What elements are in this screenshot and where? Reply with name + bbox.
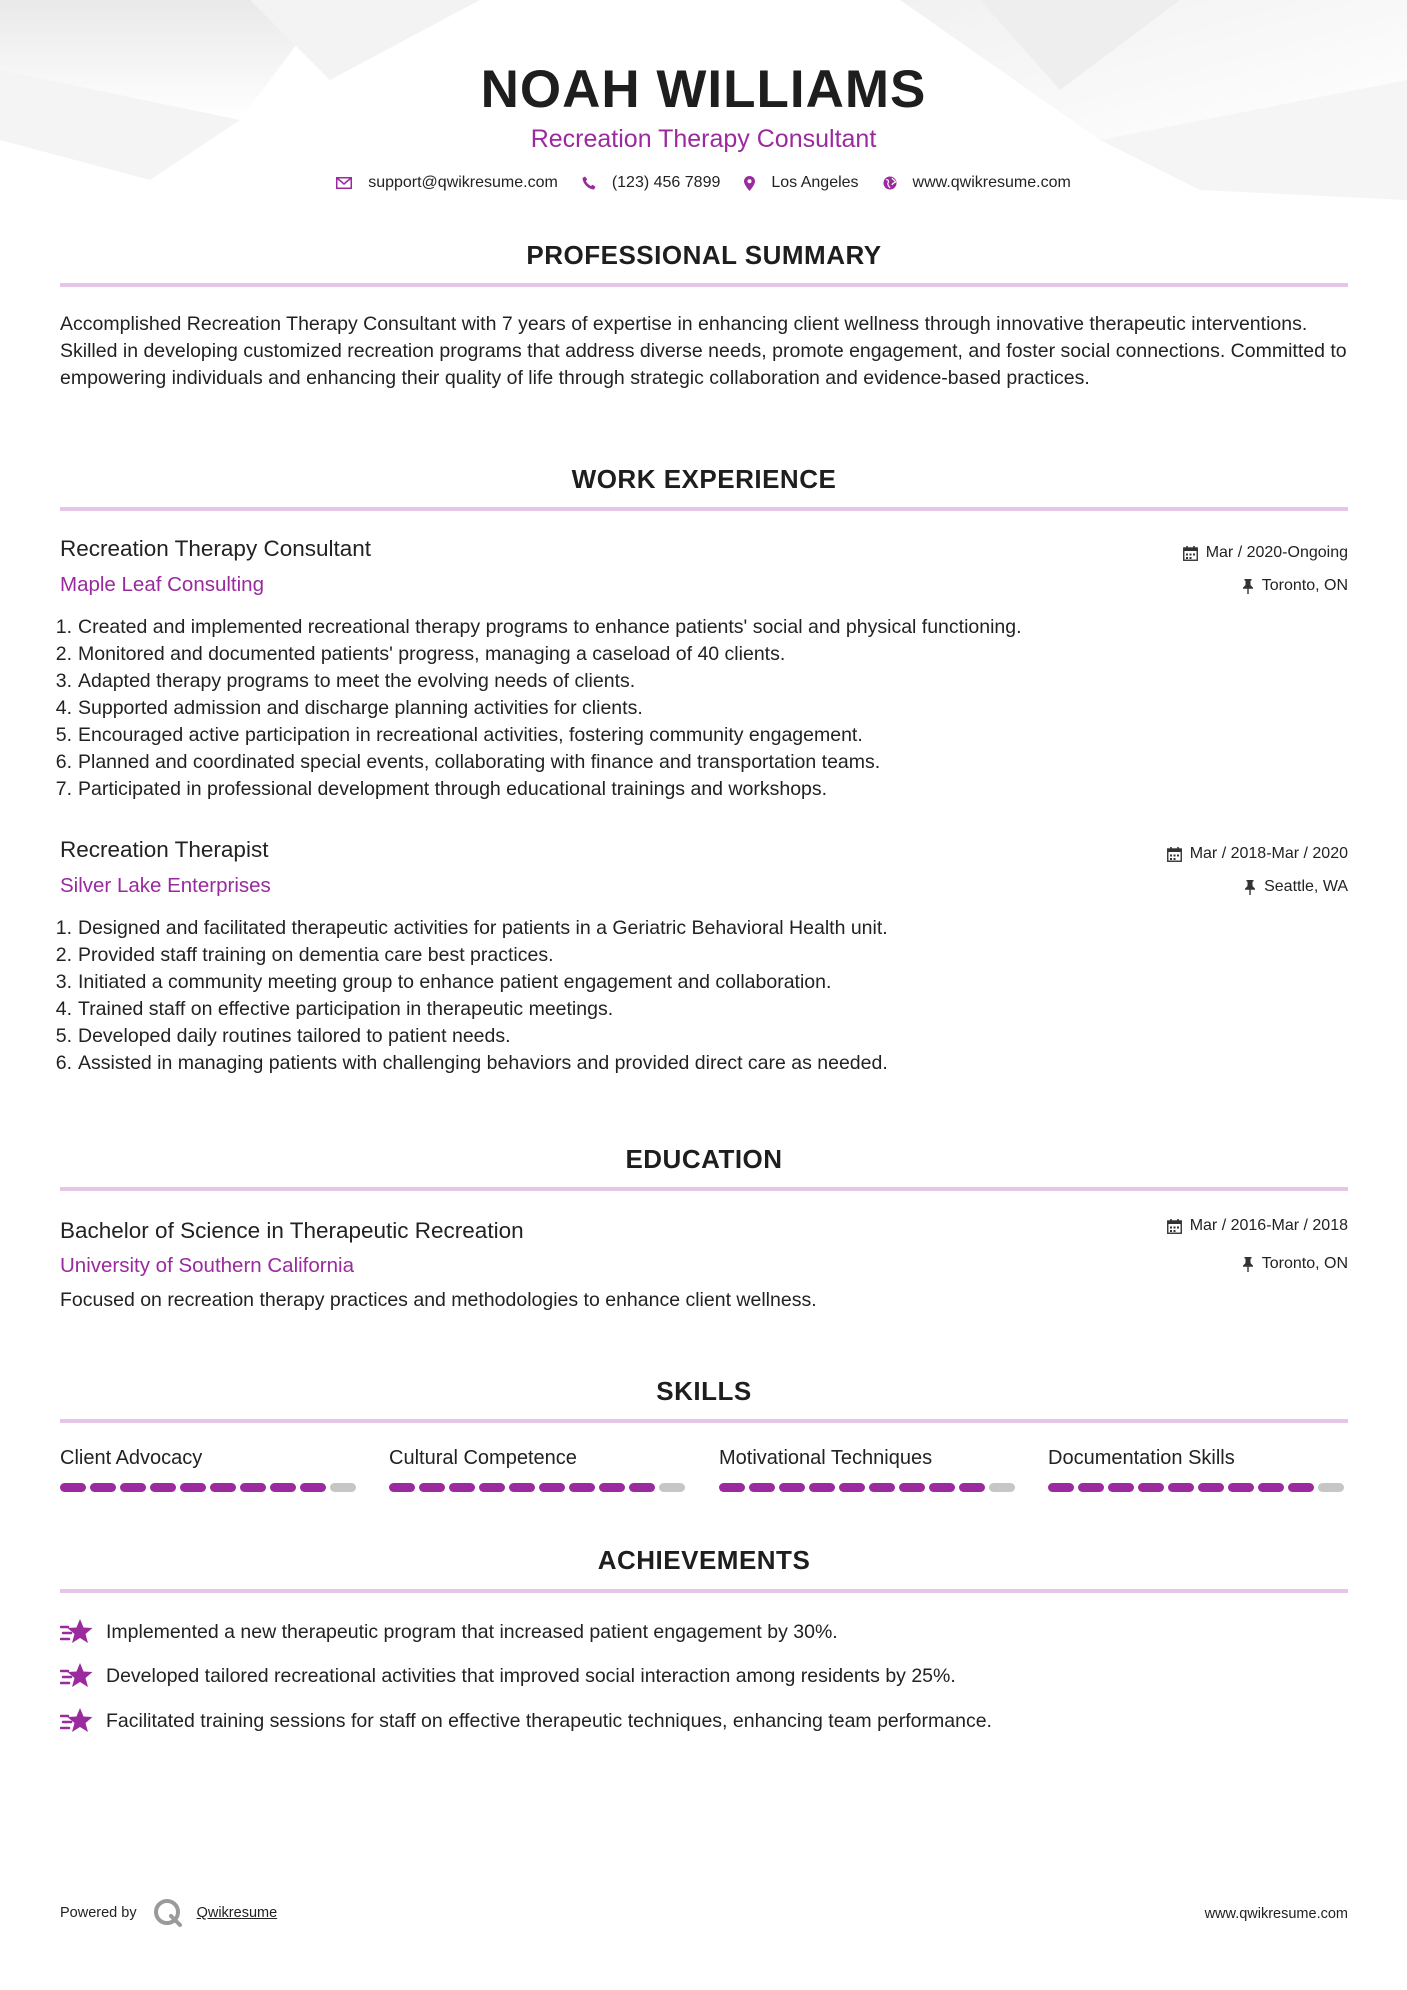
skill-segment-filled xyxy=(389,1483,415,1492)
skill-segment-filled xyxy=(1288,1483,1314,1492)
skill-segment-filled xyxy=(1228,1483,1254,1492)
achievement-text: Facilitated training sessions for staff on effective therapeutic techniques, enhancing team performance. xyxy=(106,1709,992,1732)
shooting-star-icon xyxy=(60,1707,94,1735)
skill-segment-filled xyxy=(240,1483,266,1492)
education-dates xyxy=(1167,1217,1348,1235)
skill-segment-filled xyxy=(1108,1483,1134,1492)
contact-email[interactable] xyxy=(336,174,558,192)
list-item: 4. Trained staff on effective participation in therapeutic meetings. xyxy=(52,996,1332,1023)
skill-segment-filled xyxy=(929,1483,955,1492)
education-heading: EDUCATION xyxy=(625,1144,783,1174)
skill-segment-filled xyxy=(809,1483,835,1492)
map-pin-icon xyxy=(744,176,755,191)
location-text: Los Angeles xyxy=(771,174,859,191)
company-name: Maple Leaf Consulting xyxy=(60,573,264,596)
list-item: 7. Participated in professional development through educational trainings and workshops. xyxy=(52,776,1332,803)
calendar-icon xyxy=(1167,847,1182,862)
summary-text: Accomplished Recreation Therapy Consultant with 7 years of expertise in enhancing client wellness through innovative therapeutic interventions. Skilled in developing customized recreation programs that address diverse needs, promote engagement, and foster social connections. Committed to empowering individuals and enhancing their quality of life through strategic collaboration and evidence-based practices. xyxy=(60,313,1347,389)
location-text: Toronto, ON xyxy=(1261,1255,1348,1272)
summary-heading: PROFESSIONAL SUMMARY xyxy=(526,240,882,270)
skill-item xyxy=(1048,1447,1348,1492)
candidate-title: Recreation Therapy Consultant xyxy=(530,125,877,153)
list-item: 5. Developed daily routines tailored to patient needs. xyxy=(52,1023,1332,1050)
experience-divider xyxy=(60,507,1348,511)
skill-segment-filled xyxy=(719,1483,745,1492)
job-location xyxy=(1242,577,1348,595)
skill-segment-filled xyxy=(779,1483,805,1492)
degree-title: Bachelor of Science in Therapeutic Recreation xyxy=(60,1218,524,1243)
dates-text: Mar / 2020-Ongoing xyxy=(1205,544,1348,561)
skills-divider xyxy=(60,1419,1348,1423)
list-item: 2. Provided staff training on dementia care best practices. xyxy=(52,942,1332,969)
skill-segment-empty xyxy=(659,1483,685,1492)
summary-divider xyxy=(60,283,1348,287)
company-name: Silver Lake Enterprises xyxy=(60,874,271,897)
duty-text: Monitored and documented patients' progress, managing a caseload of 40 clients. xyxy=(78,643,786,665)
qwikresume-link[interactable]: Qwikresume xyxy=(196,1905,278,1921)
job-duties-list xyxy=(52,614,1332,803)
phone-text: (123) 456 7899 xyxy=(611,174,721,191)
skill-segment-filled xyxy=(419,1483,445,1492)
location-text: Seattle, WA xyxy=(1264,878,1348,895)
achievements-divider xyxy=(60,1589,1348,1593)
achievement-text: Implemented a new therapeutic program that increased patient engagement by 30%. xyxy=(106,1620,838,1643)
dates-text: Mar / 2018-Mar / 2020 xyxy=(1189,845,1348,862)
experience-heading: WORK EXPERIENCE xyxy=(571,464,837,494)
skill-name: Cultural Competence xyxy=(389,1447,577,1469)
skill-segment-filled xyxy=(1258,1483,1284,1492)
duty-text: Encouraged active participation in recreational activities, fostering community engagement. xyxy=(78,724,863,746)
email-text: support@qwikresume.com xyxy=(368,174,558,191)
skill-segment-filled xyxy=(449,1483,475,1492)
contact-bar xyxy=(0,174,1407,192)
achievement-text: Developed tailored recreational activities that improved social interaction among residents by 25%. xyxy=(106,1664,956,1687)
contact-location xyxy=(744,174,858,192)
duty-text: Provided staff training on dementia care best practices. xyxy=(78,944,554,966)
list-item: 4. Supported admission and discharge planning activities for clients. xyxy=(52,695,1332,722)
list-item: 1. Created and implemented recreational therapy programs to enhance patients' social and physical functioning. xyxy=(52,614,1332,641)
skill-name: Documentation Skills xyxy=(1048,1447,1235,1469)
skill-level-bar xyxy=(1048,1483,1348,1492)
duty-text: Designed and facilitated therapeutic activities for patients in a Geriatric Behavioral Health unit. xyxy=(78,917,888,939)
skill-segment-empty xyxy=(1318,1483,1344,1492)
skill-segment-filled xyxy=(180,1483,206,1492)
achievement-item xyxy=(60,1618,838,1646)
skill-segment-filled xyxy=(479,1483,505,1492)
skill-segment-filled xyxy=(839,1483,865,1492)
skill-name: Client Advocacy xyxy=(60,1447,203,1469)
education-location xyxy=(1242,1255,1348,1273)
skill-segment-filled xyxy=(1048,1483,1074,1492)
phone-icon xyxy=(582,176,596,190)
skills-heading: SKILLS xyxy=(656,1376,752,1406)
list-item: 3. Adapted therapy programs to meet the evolving needs of clients. xyxy=(52,668,1332,695)
footer-website[interactable]: www.qwikresume.com xyxy=(1204,1906,1348,1922)
duty-text: Trained staff on effective participation in therapeutic meetings. xyxy=(78,998,614,1020)
achievements-heading: ACHIEVEMENTS xyxy=(597,1545,811,1575)
achievement-item xyxy=(60,1662,956,1690)
list-item: 1. Designed and facilitated therapeutic activities for patients in a Geriatric Behavioral Health unit. xyxy=(52,915,1332,942)
globe-icon xyxy=(883,176,897,190)
duty-text: Participated in professional development through educational trainings and workshops. xyxy=(78,778,828,800)
duty-text: Assisted in managing patients with challenging behaviors and provided direct care as needed. xyxy=(78,1052,888,1074)
skill-segment-filled xyxy=(1168,1483,1194,1492)
skill-segment-filled xyxy=(899,1483,925,1492)
skill-segment-filled xyxy=(599,1483,625,1492)
skill-segment-empty xyxy=(330,1483,356,1492)
job-title: Recreation Therapist xyxy=(60,837,269,862)
website-text: www.qwikresume.com xyxy=(912,174,1071,191)
shooting-star-icon xyxy=(60,1662,94,1690)
pushpin-icon xyxy=(1242,579,1254,594)
school-name: University of Southern California xyxy=(60,1254,354,1277)
duty-text: Developed daily routines tailored to patient needs. xyxy=(78,1025,511,1047)
resume-header xyxy=(0,58,1407,154)
duty-text: Created and implemented recreational therapy programs to enhance patients' social and physical functioning. xyxy=(78,616,1022,638)
skill-segment-filled xyxy=(869,1483,895,1492)
pushpin-icon xyxy=(1242,1257,1254,1272)
skill-segment-filled xyxy=(270,1483,296,1492)
list-item: 5. Encouraged active participation in recreational activities, fostering community engagement. xyxy=(52,722,1332,749)
skill-segment-filled xyxy=(1138,1483,1164,1492)
location-text: Toronto, ON xyxy=(1261,577,1348,594)
duty-text: Planned and coordinated special events, collaborating with finance and transportation teams. xyxy=(78,751,881,773)
skill-segment-empty xyxy=(989,1483,1015,1492)
shooting-star-icon xyxy=(60,1618,94,1646)
skill-level-bar xyxy=(389,1483,689,1492)
list-item: 3. Initiated a community meeting group to enhance patient engagement and collaboration. xyxy=(52,969,1332,996)
skill-segment-filled xyxy=(210,1483,236,1492)
powered-by-label: Powered by xyxy=(60,1905,137,1921)
skill-segment-filled xyxy=(1198,1483,1224,1492)
candidate-name: NOAH WILLIAMS xyxy=(480,60,927,119)
job-dates xyxy=(1167,845,1348,863)
skill-level-bar xyxy=(719,1483,1019,1492)
skill-segment-filled xyxy=(539,1483,565,1492)
skill-segment-filled xyxy=(120,1483,146,1492)
list-item: 6. Assisted in managing patients with challenging behaviors and provided direct care as needed. xyxy=(52,1050,1332,1077)
pushpin-icon xyxy=(1244,880,1256,895)
qwikresume-logo-icon xyxy=(153,1898,183,1928)
skill-segment-filled xyxy=(509,1483,535,1492)
contact-phone[interactable] xyxy=(582,174,721,192)
skill-segment-filled xyxy=(300,1483,326,1492)
skill-item xyxy=(719,1447,1019,1492)
skill-name: Motivational Techniques xyxy=(719,1447,933,1469)
job-title: Recreation Therapy Consultant xyxy=(60,536,372,561)
dates-text: Mar / 2016-Mar / 2018 xyxy=(1189,1217,1348,1234)
duty-text: Supported admission and discharge planning activities for clients. xyxy=(78,697,643,719)
skill-segment-filled xyxy=(629,1483,655,1492)
skill-level-bar xyxy=(60,1483,360,1492)
skill-segment-filled xyxy=(150,1483,176,1492)
footer-powered-by xyxy=(60,1898,277,1928)
skill-segment-filled xyxy=(60,1483,86,1492)
skill-segment-filled xyxy=(90,1483,116,1492)
achievement-item xyxy=(60,1707,992,1735)
skill-segment-filled xyxy=(959,1483,985,1492)
calendar-icon xyxy=(1167,1219,1182,1234)
list-item: 2. Monitored and documented patients' progress, managing a caseload of 40 clients. xyxy=(52,641,1332,668)
job-location xyxy=(1244,878,1348,896)
calendar-icon xyxy=(1183,546,1198,561)
education-description: Focused on recreation therapy practices and methodologies to enhance client wellness. xyxy=(60,1289,817,1311)
education-divider xyxy=(60,1187,1348,1191)
job-dates xyxy=(1183,544,1348,562)
skill-item xyxy=(60,1447,360,1492)
duty-text: Adapted therapy programs to meet the evolving needs of clients. xyxy=(78,670,636,692)
skill-segment-filled xyxy=(1078,1483,1104,1492)
contact-website[interactable] xyxy=(883,174,1071,192)
skill-segment-filled xyxy=(749,1483,775,1492)
duty-text: Initiated a community meeting group to enhance patient engagement and collaboration. xyxy=(78,971,832,993)
envelope-icon xyxy=(336,177,352,189)
skill-item xyxy=(389,1447,689,1492)
list-item: 6. Planned and coordinated special events, collaborating with finance and transportation teams. xyxy=(52,749,1332,776)
skill-segment-filled xyxy=(569,1483,595,1492)
job-duties-list xyxy=(52,915,1332,1077)
